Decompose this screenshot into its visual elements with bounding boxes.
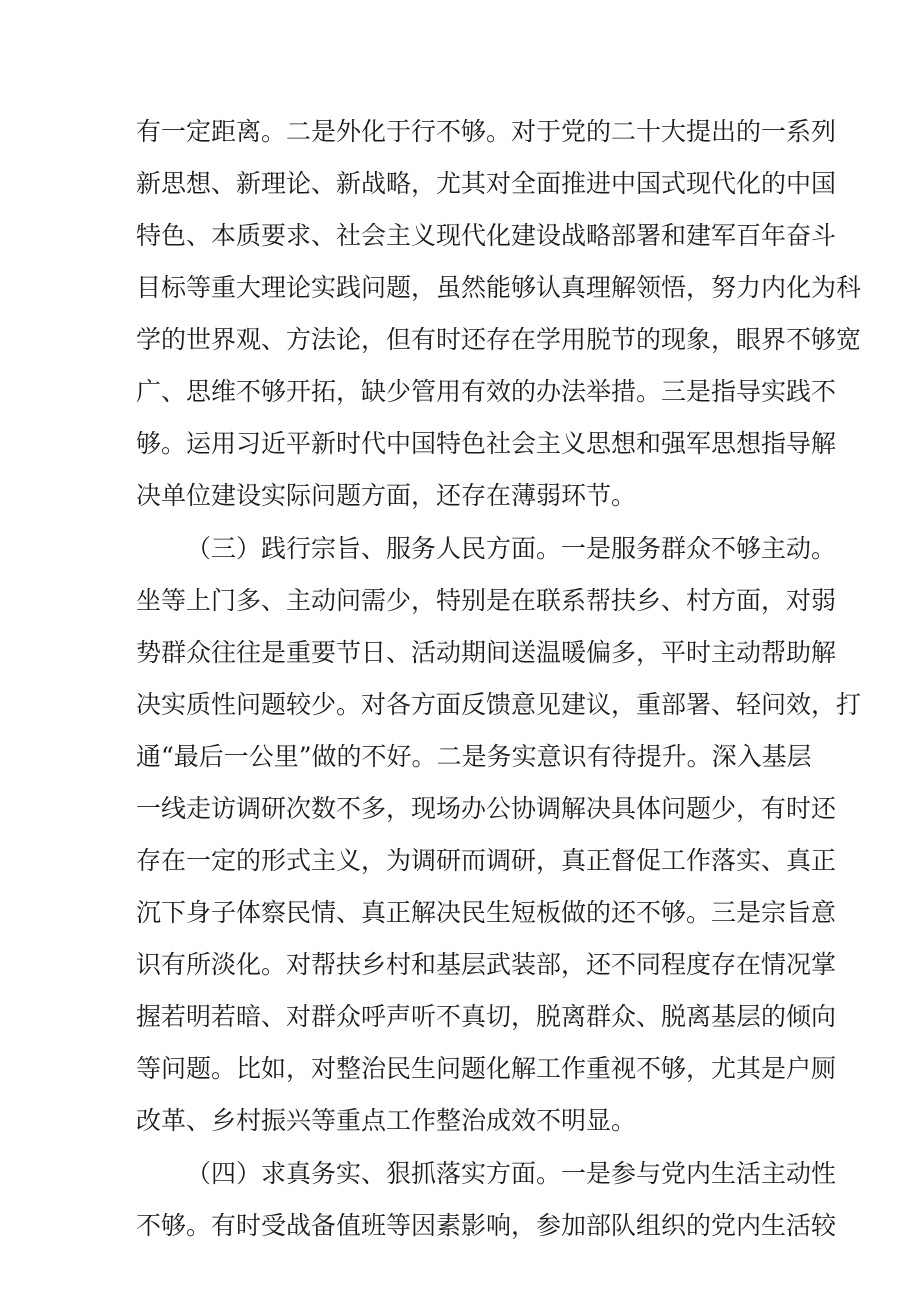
text-line: 握若明若暗、对群众呼声听不真切，脱离群众、脱离基层的倾向 (136, 1002, 837, 1031)
text-line: 识有所淡化。对帮扶乡村和基层武装部，还不同程度存在情况掌 (136, 950, 837, 979)
text-line: 特色、本质要求、社会主义现代化建设战略部署和建军百年奋斗 (136, 221, 837, 250)
text-line: 坐等上门多、主动问需少，特别是在联系帮扶乡、村方面，对弱 (136, 586, 837, 615)
section-heading-line: （三）践行宗旨、服务人民方面。一是服务群众不够主动。 (186, 534, 837, 563)
text-line: 决单位建设实际问题方面，还存在薄弱环节。 (136, 481, 637, 510)
text-line: 够。运用习近平新时代中国特色社会主义思想和强军思想指导解 (136, 429, 837, 458)
text-line: 学的世界观、方法论，但有时还存在学用脱节的现象，眼界不够宽 (136, 325, 862, 354)
text-line: 决实质性问题较少。对各方面反馈意见建议，重部署、轻问效，打 (136, 690, 862, 719)
text-line: 存在一定的形式主义，为调研而调研，真正督促工作落实、真正 (136, 846, 837, 875)
text-line: 不够。有时受战备值班等因素影响，参加部队组织的党内生活较 (136, 1211, 837, 1240)
text-line: 广、思维不够开拓，缺少管用有效的办法举措。三是指导实践不 (136, 377, 837, 406)
text-line: 改革、乡村振兴等重点工作整治成效不明显。 (136, 1106, 637, 1135)
text-line: 新思想、新理论、新战略，尤其对全面推进中国式现代化的中国 (136, 169, 837, 198)
text-line: 等问题。比如，对整治民生问题化解工作重视不够，尤其是户厕 (136, 1054, 837, 1083)
text-line: 沉下身子体察民情、真正解决民生短板做的还不够。三是宗旨意 (136, 898, 837, 927)
text-line: 通“最后一公里”做的不好。二是务实意识有待提升。深入基层 (136, 742, 812, 771)
text-line: 有一定距离。二是外化于行不够。对于党的二十大提出的一系列 (136, 117, 837, 146)
text-line: 势群众往往是重要节日、活动期间送温暖偏多，平时主动帮助解 (136, 638, 837, 667)
text-line: 一线走访调研次数不多，现场办公协调解决具体问题少，有时还 (136, 794, 837, 823)
text-line: 目标等重大理论实践问题，虽然能够认真理解领悟，努力内化为科 (136, 273, 862, 302)
section-heading-line: （四）求真务实、狠抓落实方面。一是参与党内生活主动性 (186, 1159, 837, 1188)
